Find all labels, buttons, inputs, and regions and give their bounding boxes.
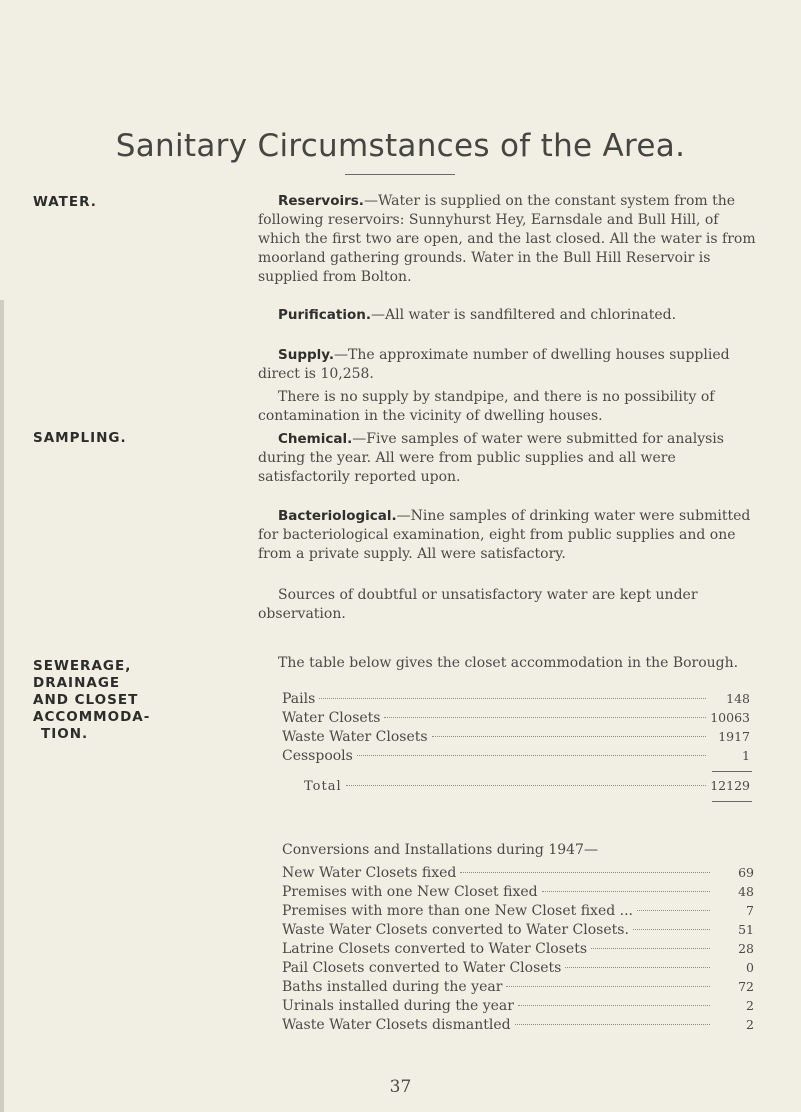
paragraph-standpipe: There is no supply by standpipe, and there is no possibility of contamination in the vicinity of dwelling houses. — [258, 389, 715, 424]
leader-dots — [319, 698, 706, 699]
table-row — [282, 865, 754, 884]
leader-dots — [637, 910, 710, 911]
text-purification: —All water is sandfiltered and chlorinated. — [371, 307, 677, 323]
row-value: 51 — [738, 922, 754, 937]
row-value: 10063 — [710, 710, 750, 725]
row-value: 28 — [738, 941, 754, 956]
total-label: Total — [304, 779, 342, 794]
heading-line: DRAINAGE — [33, 675, 121, 691]
row-label: Pail Closets converted to Water Closets — [282, 960, 562, 976]
lead-reservoirs: Reservoirs. — [278, 193, 364, 209]
row-label: Cesspools — [282, 748, 353, 764]
table-row — [282, 941, 754, 960]
table-row — [282, 960, 754, 979]
leader-dots — [515, 1024, 710, 1025]
leader-dots — [518, 1005, 710, 1006]
row-label: Waste Water Closets — [282, 729, 428, 745]
row-label: Urinals installed during the year — [282, 998, 514, 1014]
lead-supply: Supply. — [278, 347, 334, 363]
row-value: 1 — [742, 748, 750, 763]
leader-dots — [460, 872, 710, 873]
lead-chemical: Chemical. — [278, 431, 353, 447]
table-row — [282, 748, 750, 767]
lead-bacteriological: Bacteriological. — [278, 508, 397, 524]
page-number: 37 — [389, 1077, 412, 1097]
table-row — [282, 922, 754, 941]
heading-line: SEWERAGE, — [33, 658, 132, 674]
text-reservoirs: —Water is supplied on the constant system from the following reservoirs: Sunnyhurst Hey, Earnsdale and Bull Hill, of which the first two are open, and the last closed. All the water is from moorland gathering grounds. Water in the Bull Hill Reservoir is supplied from Bolton. — [258, 193, 756, 285]
row-value: 48 — [738, 884, 754, 899]
paragraph-chemical — [258, 430, 758, 487]
paragraph-supply — [258, 346, 758, 384]
heading-line: TION. — [41, 726, 89, 742]
leader-dots — [633, 929, 710, 930]
leader-dots — [565, 967, 710, 968]
leader-dots — [432, 736, 706, 737]
heading-line: ACCOMMODA- — [33, 709, 151, 725]
text-supply: —The approximate number of dwelling houses supplied direct is 10,258. — [258, 347, 730, 382]
row-value: 148 — [726, 691, 750, 706]
row-value: 1917 — [718, 729, 750, 744]
closet-accommodation-table — [282, 691, 750, 767]
leader-dots — [542, 891, 710, 892]
table-row — [282, 903, 754, 922]
page-title: Sanitary Circumstances of the Area. — [115, 128, 686, 164]
section-heading-sewerage — [33, 658, 150, 743]
row-label: New Water Closets fixed — [282, 865, 457, 881]
text-bacteriological: —Nine samples of drinking water were submitted for bacteriological examination, eight from public supplies and one from a private supply. All were satisfactory. — [258, 508, 751, 562]
conversions-table — [282, 865, 754, 1036]
row-label: Waste Water Closets dismantled — [282, 1017, 511, 1033]
row-value: 72 — [738, 979, 754, 994]
paragraph-sources: Sources of doubtful or unsatisfactory water are kept under observation. — [258, 587, 698, 622]
row-label: Pails — [282, 691, 316, 707]
row-label: Premises with more than one New Closet fixed ... — [282, 903, 633, 919]
paragraph-bacteriological — [258, 507, 758, 564]
table-row — [282, 710, 750, 729]
title-underline — [345, 174, 455, 175]
total-rule — [712, 801, 752, 802]
row-value: 7 — [746, 903, 754, 918]
paragraph-purification — [258, 306, 758, 325]
row-label: Waste Water Closets converted to Water Closets. — [282, 922, 629, 938]
page-binding-edge — [0, 300, 4, 1112]
lead-purification: Purification. — [278, 307, 372, 323]
leader-dots — [357, 755, 706, 756]
section-heading-water: WATER. — [33, 194, 97, 210]
row-label: Latrine Closets converted to Water Closets — [282, 941, 588, 957]
heading-line: AND CLOSET — [33, 692, 139, 708]
row-value: 0 — [746, 960, 754, 975]
table-row — [282, 979, 754, 998]
table-row — [282, 998, 754, 1017]
conversions-heading: Conversions and Installations during 1947— — [282, 842, 598, 858]
total-value: 12129 — [710, 778, 750, 793]
closet-total-row — [304, 778, 750, 797]
row-value: 2 — [746, 998, 754, 1013]
leader-dots — [384, 717, 706, 718]
table-row — [304, 778, 750, 797]
leader-dots — [591, 948, 710, 949]
row-value: 2 — [746, 1017, 754, 1032]
table-row — [282, 1017, 754, 1036]
row-label: Baths installed during the year — [282, 979, 503, 995]
row-label: Premises with one New Closet fixed — [282, 884, 538, 900]
row-value: 69 — [738, 865, 754, 880]
text-chemical: —Five samples of water were submitted for analysis during the year. All were from public supplies and all were satisfactorily reported upon. — [258, 431, 724, 485]
paragraph-reservoirs — [258, 192, 758, 287]
subtotal-rule — [712, 771, 752, 772]
table-row — [282, 884, 754, 903]
table-row — [282, 729, 750, 748]
row-label: Water Closets — [282, 710, 381, 726]
leader-dots — [506, 986, 710, 987]
section-heading-sampling: SAMPLING. — [33, 430, 127, 446]
leader-dots — [346, 785, 706, 786]
paragraph-closet-intro: The table below gives the closet accommodation in the Borough. — [278, 655, 739, 671]
table-row — [282, 691, 750, 710]
